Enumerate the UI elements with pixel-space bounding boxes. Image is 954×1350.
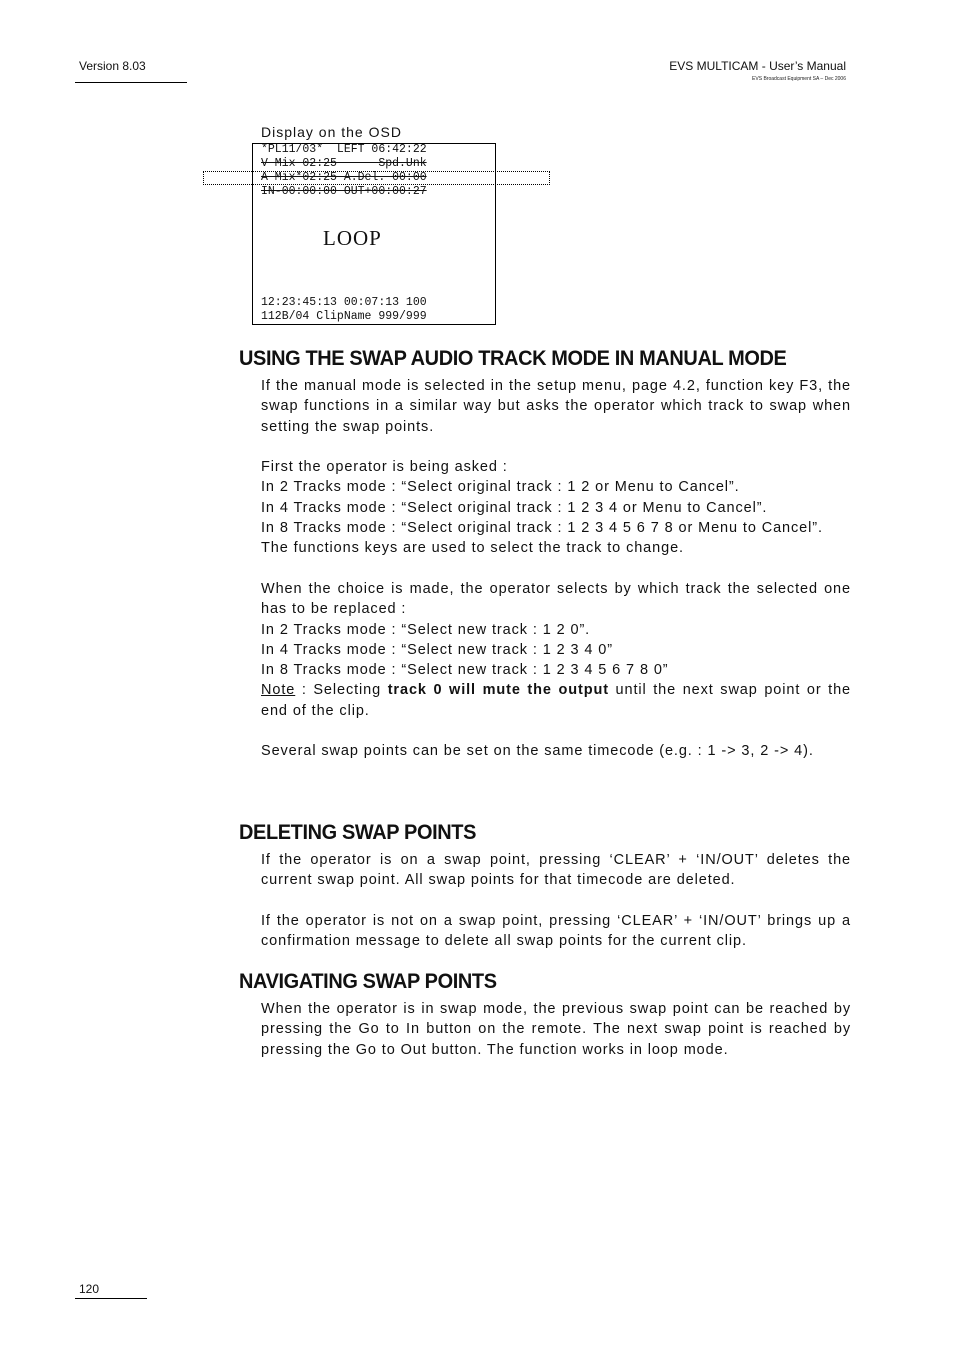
note-pre: : Selecting	[295, 682, 388, 699]
manual-p2-l1: First the operator is being asked :	[261, 459, 508, 476]
manual-p2-l5: The functions keys are used to select the track to change.	[261, 540, 684, 557]
manual-note	[261, 680, 851, 721]
osd-bottom-line-1: 12:23:45:13 00:07:13 100	[261, 296, 427, 309]
manual-p3-l3: In 4 Tracks mode : “Select new track : 1 2 3 4 0”	[261, 641, 613, 658]
navigating-p1: When the operator is in swap mode, the previous swap point can be reached by pressing the Go to In button on the remote. The next swap point is reached by pressing the Go to Out button. The function works in loop mode.	[261, 1001, 851, 1058]
header-title: EVS MULTICAM - User’s Manual	[669, 59, 846, 73]
heading-navigating: NAVIGATING SWAP POINTS	[239, 970, 497, 993]
footer-rule	[75, 1298, 147, 1299]
navigating-body	[261, 999, 851, 1060]
manual-p3-l2: In 2 Tracks mode : “Select new track : 1 2 0”.	[261, 621, 591, 638]
manual-p3-l4: In 8 Tracks mode : “Select new track : 1 2 3 4 5 6 7 8 0”	[261, 662, 669, 679]
deleting-p1: If the operator is on a swap point, pressing ‘CLEAR’ + ‘IN/OUT’ deletes the current swap point. All swap points for that timecode are deleted.	[261, 852, 851, 889]
heading-deleting: DELETING SWAP POINTS	[239, 821, 477, 844]
osd-caption: Display on the OSD	[261, 124, 402, 140]
osd-loop-label: LOOP	[323, 226, 382, 250]
osd-line-4: IN-00:00:00 OUT+00:00:27	[261, 185, 427, 198]
page-number: 120	[79, 1282, 100, 1296]
manual-p2-l4: In 8 Tracks mode : “Select original track : 1 2 3 4 5 6 7 8 or Menu to Cancel”.	[261, 520, 823, 537]
osd-line-1: *PL11/03* LEFT 06:42:22	[261, 143, 427, 156]
header-subtitle: EVS Broadcast Equipment SA – Dec 2006	[752, 76, 846, 82]
manual-p4: Several swap points can be set on the same timecode (e.g. : 1 -> 3, 2 -> 4).	[261, 743, 814, 760]
deleting-body	[261, 850, 851, 951]
osd-bottom-line-2: 112B/04 ClipName 999/999	[261, 310, 427, 323]
manual-p2-l3: In 4 Tracks mode : “Select original track : 1 2 3 4 or Menu to Cancel”.	[261, 499, 768, 516]
manual-p2-l2: In 2 Tracks mode : “Select original track : 1 2 or Menu to Cancel”.	[261, 479, 740, 496]
deleting-p2: If the operator is not on a swap point, pressing ‘CLEAR’ + ‘IN/OUT’ brings up a confirmation message to delete all swap points for the current clip.	[261, 912, 851, 950]
note-label: Note	[261, 682, 296, 699]
osd-highlight-frame	[203, 171, 550, 185]
note-bold: track 0 will mute the output	[387, 682, 609, 699]
heading-manual-mode: USING THE SWAP AUDIO TRACK MODE IN MANUAL MODE	[239, 347, 787, 370]
manual-p3-l1: When the choice is made, the operator selects by which track the selected one has to be replaced :	[261, 580, 851, 618]
note-post: until the next swap point or the end of the clip.	[261, 682, 852, 719]
manual-p1: If the manual mode is selected in the setup menu, page 4.2, function key F3, the swap functions in a similar way but asks the operator which track to swap when setting the swap points.	[261, 378, 851, 435]
header-rule	[75, 82, 187, 83]
osd-line-2: V Mix 02:25 Spd.Unk	[261, 157, 427, 170]
manual-mode-body	[261, 376, 851, 762]
osd-line-3: A Mix*02:25 A.Del. 00:00	[261, 171, 427, 184]
header-version: Version 8.03	[79, 59, 146, 73]
